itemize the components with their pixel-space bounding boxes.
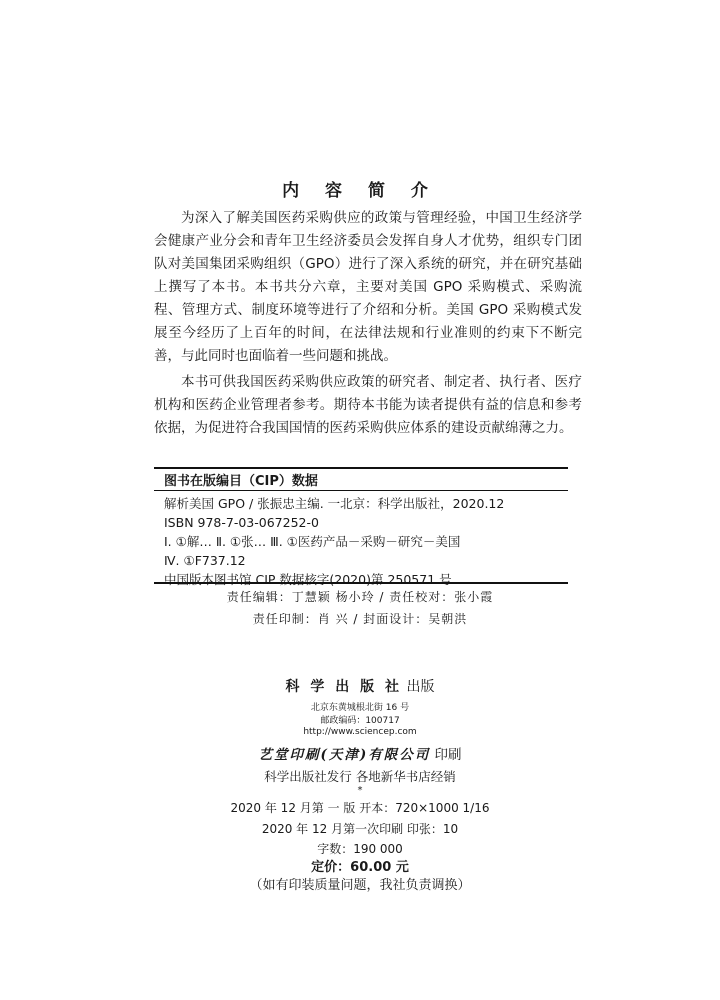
- cip-line: Ⅰ. ①解… Ⅱ. ①张… Ⅲ. ①医药产品－采购－研究－美国: [164, 534, 461, 549]
- distributor-line: 科学出版社发行 各地新华书店经销: [264, 769, 456, 784]
- publisher-website: http://www.sciencep.com: [303, 727, 417, 737]
- summary-title: 内 容 简 介: [282, 181, 438, 201]
- publisher-line: [0, 676, 720, 696]
- publisher-postcode: 邮政编码：100717: [320, 716, 400, 726]
- summary-paragraph-intro-text: 为深入了解美国医药采购供应的政策与管理经验，中国卫生经济学会健康产业分会和青年卫生经济委员会发挥自身人才优势，组织专门团队对美国集团采购组织（GPO）进行了深入系统的研究，并在研究基础上撰写了本书。本书共分六章，主要对美国 GPO 采购模式、采购流程、管理方式、制度环境等进行了介绍和分析。美国 GPO 采购模式发展至今经历了上百年的时间，在法律法规和行业准则的约束下不断完善，与此同时也面临着一些问题和挑战。: [154, 210, 582, 364]
- cip-line: 中国版本图书馆 CIP 数据核字(2020)第 250571 号: [164, 572, 452, 587]
- cip-heading: 图书在版编目（CIP）数据: [164, 474, 318, 489]
- printer-suffix: 印刷: [434, 747, 462, 763]
- cip-top-rule: [154, 467, 568, 469]
- credits-editors: 责任编辑：丁慧颖 杨小玲 / 责任校对：张小霞: [226, 590, 494, 604]
- summary-paragraph-audience-text: 本书可供我国医药采购供应政策的研究者、制定者、执行者、医疗机构和医药企业管理者参考。期待本书能为读者提供有益的信息和参考依据，为促进符合我国国情的医药采购供应体系的建设贡献绵薄之力。: [154, 374, 582, 436]
- quality-notice: （如有印装质量问题，我社负责调换）: [249, 878, 471, 893]
- cip-line: ISBN 978-7-03-067252-0: [164, 515, 319, 530]
- cip-line: 解析美国 GPO / 张振忠主编. 一北京：科学出版社，2020.12: [164, 496, 505, 511]
- printer-line: [0, 743, 720, 763]
- publisher-name: 科 学 出 版 社: [285, 679, 403, 695]
- price: 定价：60.00 元: [311, 860, 409, 875]
- summary-paragraph-audience: [154, 371, 582, 440]
- cip-bottom-rule: [154, 582, 568, 584]
- credits-production: 责任印制：肖 兴 / 封面设计：吴朝洪: [252, 612, 468, 626]
- publisher-address: 北京东黄城根北街 16 号: [310, 703, 410, 713]
- separator-star: *: [357, 785, 363, 796]
- printing-line: 2020 年 12 月第一次印刷 印张：10: [261, 822, 459, 836]
- cip-record: [164, 494, 568, 589]
- printer-name: 艺堂印刷(天津)有限公司: [258, 747, 431, 763]
- word-count: 字数：190 000: [317, 842, 403, 856]
- cip-heading-rule: [154, 490, 568, 491]
- edition-line: 2020 年 12 月第 一 版 开本：720×1000 1/16: [230, 801, 490, 815]
- summary-paragraph-intro: [154, 207, 582, 368]
- cip-line: Ⅳ. ①F737.12: [164, 553, 246, 568]
- publisher-suffix: 出版: [406, 679, 435, 695]
